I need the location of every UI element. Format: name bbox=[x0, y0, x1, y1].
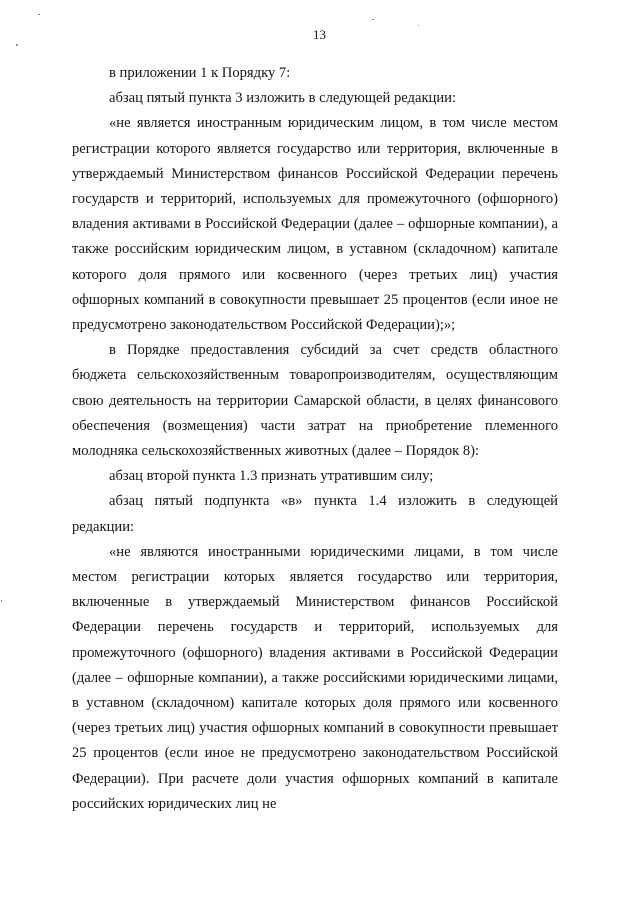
paragraph-procedure-8: в Порядке предоставления субсидий за счет средств областного бюджета сельскохозяйственным товаропроизводителям, осуществляющим свою деятельность на территории Самарской области, в целях финансового обеспечения (возмещения) части затрат на приобретение племенного молодняка сельскохозяйственных животных (далее – Порядок 8): bbox=[72, 342, 558, 460]
paragraph-appendix-ref: в приложении 1 к Порядку 7: bbox=[109, 65, 291, 81]
paragraph-quoted-text: «не является иностранным юридическим лицом, в том числе местом регистрации которого является государство или территория, включенные в утверждаемый Министерством финансов Российской Федерации перечень государств и территорий, используемых для промежуточного (офшорного) владения активами в Российской Федерации (далее – офшорные компании), а также российским юридическим лицом, в уставном (складочном) капитале которого доля прямого или косвенного (через третьих лиц) участия офшорных компаний в совокупности превышает 25 процентов (если иное не предусмотрено законодательством Российской Федерации);»; bbox=[72, 115, 558, 334]
page-number: 13 bbox=[313, 27, 326, 42]
scan-mark bbox=[372, 19, 374, 20]
paragraph-quoted-text-2: «не являются иностранными юридическими лицами, в том числе местом регистрации которых является государство или территория, включенные в утверждаемый Министерством финансов Российской Федерации перечень государств и территорий, используемых для промежуточного (офшорного) владения активами в Российской Федерации (далее – офшорные компании), а также российскими юридическими лицами, в уставном (складочном) капитале которых доля прямого или косвенного (через третьих лиц) участия офшорных компаний в совокупности превышает 25 процентов (если иное не предусмотрено законодательством Российской Федерации). При расчете доли участия офшорных компаний в капитале российских юридических лиц не bbox=[72, 543, 558, 812]
scan-mark bbox=[1, 600, 2, 602]
scan-mark bbox=[16, 44, 18, 46]
scan-mark bbox=[38, 14, 40, 15]
document-body bbox=[72, 61, 558, 817]
paragraph-amend-instruction-2: абзац пятый подпункта «в» пункта 1.4 изложить в следующей редакции: bbox=[72, 493, 558, 535]
paragraph-amend-instruction: абзац пятый пункта 3 изложить в следующей редакции: bbox=[109, 90, 457, 107]
scan-mark bbox=[418, 25, 419, 26]
paragraph-repeal-instruction: абзац второй пункта 1.3 признать утратившим силу; bbox=[109, 468, 434, 485]
